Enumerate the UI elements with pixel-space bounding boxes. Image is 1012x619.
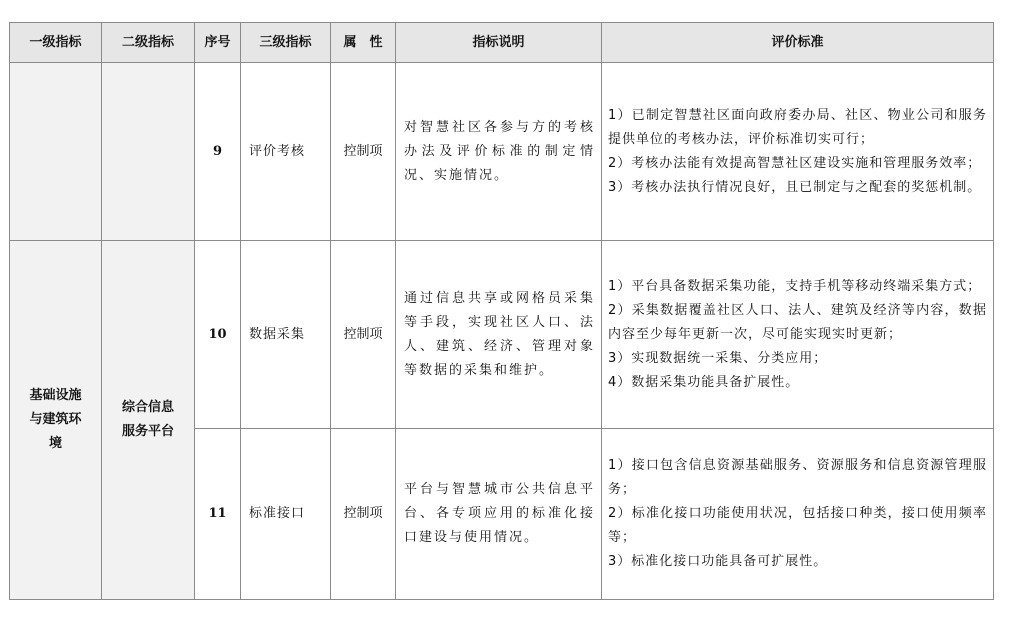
table-row — [10, 241, 994, 429]
description-cell: 对智慧社区各参与方的考核办法及评价标准的制定情况、实施情况。 — [396, 63, 602, 241]
header-level3: 三级指标 — [241, 23, 331, 63]
description-cell: 平台与智慧城市公共信息平台、各专项应用的标准化接口建设与使用情况。 — [396, 429, 602, 600]
attribute-cell: 控制项 — [331, 241, 396, 429]
level2-text: 服务平台 — [121, 424, 174, 439]
header-level1: 一级指标 — [10, 23, 102, 63]
criteria-item: 1）已制定智慧社区面向政府委办局、社区、物业公司和服务提供单位的考核办法，评价标准切实可行； — [608, 107, 987, 147]
criteria-item: 4）数据采集功能具备扩展性。 — [608, 374, 800, 390]
header-criteria: 评价标准 — [602, 23, 994, 63]
level2-cell — [102, 241, 195, 600]
attribute-cell: 控制项 — [331, 429, 396, 600]
header-level2: 二级指标 — [102, 23, 195, 63]
criteria-cell — [602, 63, 994, 241]
header-row — [10, 23, 994, 63]
description-cell: 通过信息共享或网格员采集等手段，实现社区人口、法人、建筑、经济、管理对象等数据的采集和维护。 — [396, 241, 602, 429]
criteria-cell — [602, 241, 994, 429]
level3-cell: 数据采集 — [241, 241, 331, 429]
header-seq: 序号 — [195, 23, 241, 63]
level1-text: 境 — [48, 436, 62, 451]
indicator-table — [9, 22, 994, 600]
level1-cell — [10, 241, 102, 600]
level2-text: 综合信息 — [121, 400, 174, 415]
criteria-item: 2）标准化接口功能使用状况，包括接口种类，接口使用频率等； — [608, 506, 987, 545]
seq-cell: 10 — [195, 241, 241, 429]
level1-text: 与建筑环 — [29, 412, 82, 427]
level3-cell: 评价考核 — [241, 63, 331, 241]
header-attribute: 属 性 — [331, 23, 396, 63]
criteria-item: 3）实现数据统一采集、分类应用； — [608, 350, 828, 366]
criteria-item: 1）平台具备数据采集功能，支持手机等移动终端采集方式； — [608, 278, 982, 294]
criteria-item: 1）接口包含信息资源基础服务、资源服务和信息资源管理服务； — [608, 458, 987, 497]
level1-cell-empty — [10, 63, 102, 241]
seq-cell: 9 — [195, 63, 241, 241]
level3-cell: 标准接口 — [241, 429, 331, 600]
criteria-item: 2）采集数据覆盖社区人口、法人、建筑及经济等内容，数据内容至少每年更新一次，尽可能实现实时更新； — [608, 302, 987, 342]
attribute-cell: 控制项 — [331, 63, 396, 241]
level2-cell-empty — [102, 63, 195, 241]
criteria-item: 3）标准化接口功能具备可扩展性。 — [608, 554, 828, 569]
criteria-item: 2）考核办法能有效提高智慧社区建设实施和管理服务效率； — [608, 155, 982, 171]
criteria-cell — [602, 429, 994, 600]
header-description: 指标说明 — [396, 23, 602, 63]
level1-text: 基础设施 — [29, 388, 82, 403]
table-row — [10, 63, 994, 241]
criteria-item: 3）考核办法执行情况良好，且已制定与之配套的奖惩机制。 — [608, 179, 982, 195]
seq-cell: 11 — [195, 429, 241, 600]
